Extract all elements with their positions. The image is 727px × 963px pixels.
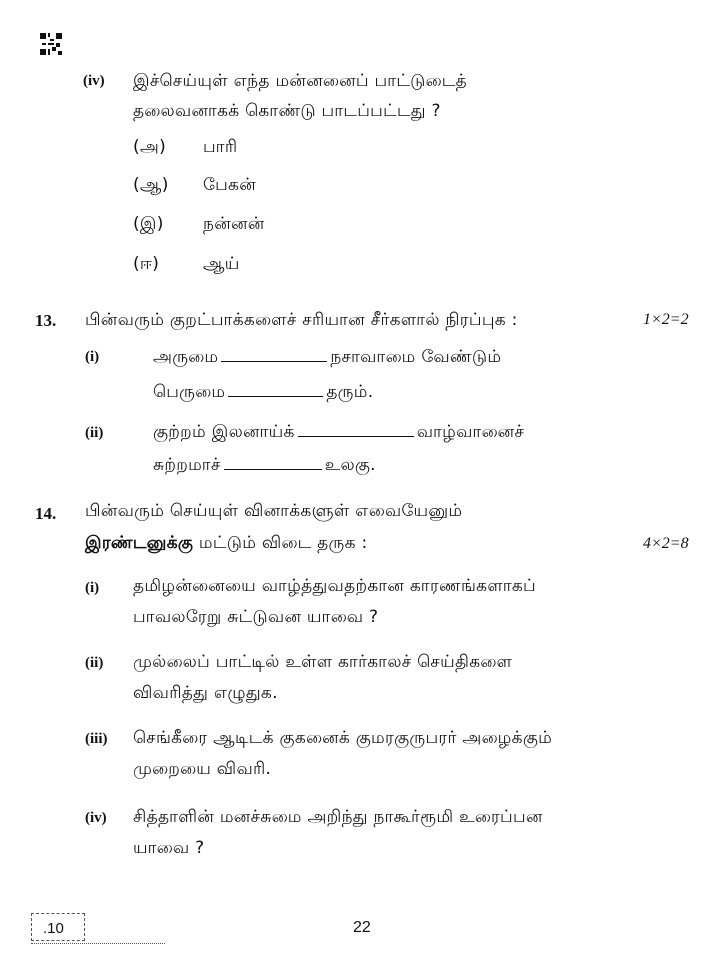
footer-divider [31,943,165,944]
paper-code: .10 [43,920,64,937]
q12-iv-label: (iv) [83,73,105,89]
q14-iii-label: (iii) [85,731,108,747]
q14-marks: 4×2=8 [643,535,689,552]
q14-i-label: (i) [85,580,100,596]
q13-ii-line1: குற்றம் இலனாய்க் வாழ்வானைச் [153,422,525,442]
q14-i-line1: தமிழன்னையை வாழ்த்துவதற்கான காரணங்களாகப் [133,576,536,596]
paper-code-box [31,913,85,941]
q14-iv-line2: யாவை ? [133,838,205,858]
fill-blank [298,422,414,437]
q14-ii-label: (ii) [85,655,104,671]
fill-blank [221,347,327,362]
q14-line1: பின்வரும் செய்யுள் வினாக்களுள் எவையேனும் [85,501,463,521]
q14-ii-line2: விவரித்து எழுதுக. [133,683,278,703]
q14-i-line2: பாவலரேறு சுட்டுவன யாவை ? [133,607,379,627]
q14-line2: இரண்டனுக்கு மட்டும் விடை தருக : [85,533,368,553]
q13-ii-line2: சுற்றமாச் உலகு. [153,455,376,475]
qr-code-icon [40,33,62,55]
q12-option-text: பேகன் [203,175,256,195]
q12-option-text: பாரி [203,137,238,157]
q12-option-label: (இ) [133,214,164,234]
q12-option-text: ஆய் [203,254,240,274]
q14-iii-line1: செங்கீரை ஆடிடக் குகனைக் குமரகுருபரர் அழைக்கும் [133,728,553,748]
q12-iv-line2: தலைவனாகக் கொண்டு பாடப்பட்டது ? [133,101,441,121]
q13-instruction: பின்வரும் குறட்பாக்களைச் சரியான சீர்களால் நிரப்புக : [85,310,518,330]
q12-option-text: நன்னன் [203,214,265,234]
q12-option-label: (ஆ) [133,175,169,195]
q12-option-label: (அ) [133,137,167,157]
fill-blank [228,382,323,397]
page-number: 22 [353,919,371,936]
q14-iii-line2: முறையை விவரி. [133,759,272,779]
q13-number: 13. [35,311,57,330]
fill-blank [224,455,322,470]
q14-ii-line1: முல்லைப் பாட்டில் உள்ள கார்காலச் செய்திகளை [133,652,513,672]
q14-iv-line1: சித்தாளின் மனச்சுமை அறிந்து நாகூர்ரூமி உரைப்பன [133,807,543,827]
q13-i-line1: அருமை நசாவாமை வேண்டும் [153,347,502,367]
q13-i-line2: பெருமை தரும். [153,382,374,402]
q12-iv-line1: இச்செய்யுள் எந்த மன்னனைப் பாட்டுடைத் [133,71,467,91]
q13-ii-label: (ii) [85,425,104,441]
q13-i-label: (i) [85,349,100,365]
q12-option-label: (ஈ) [133,254,160,274]
q13-marks: 1×2=2 [643,311,689,328]
q14-iv-label: (iv) [85,810,107,826]
q14-number: 14. [35,504,57,523]
